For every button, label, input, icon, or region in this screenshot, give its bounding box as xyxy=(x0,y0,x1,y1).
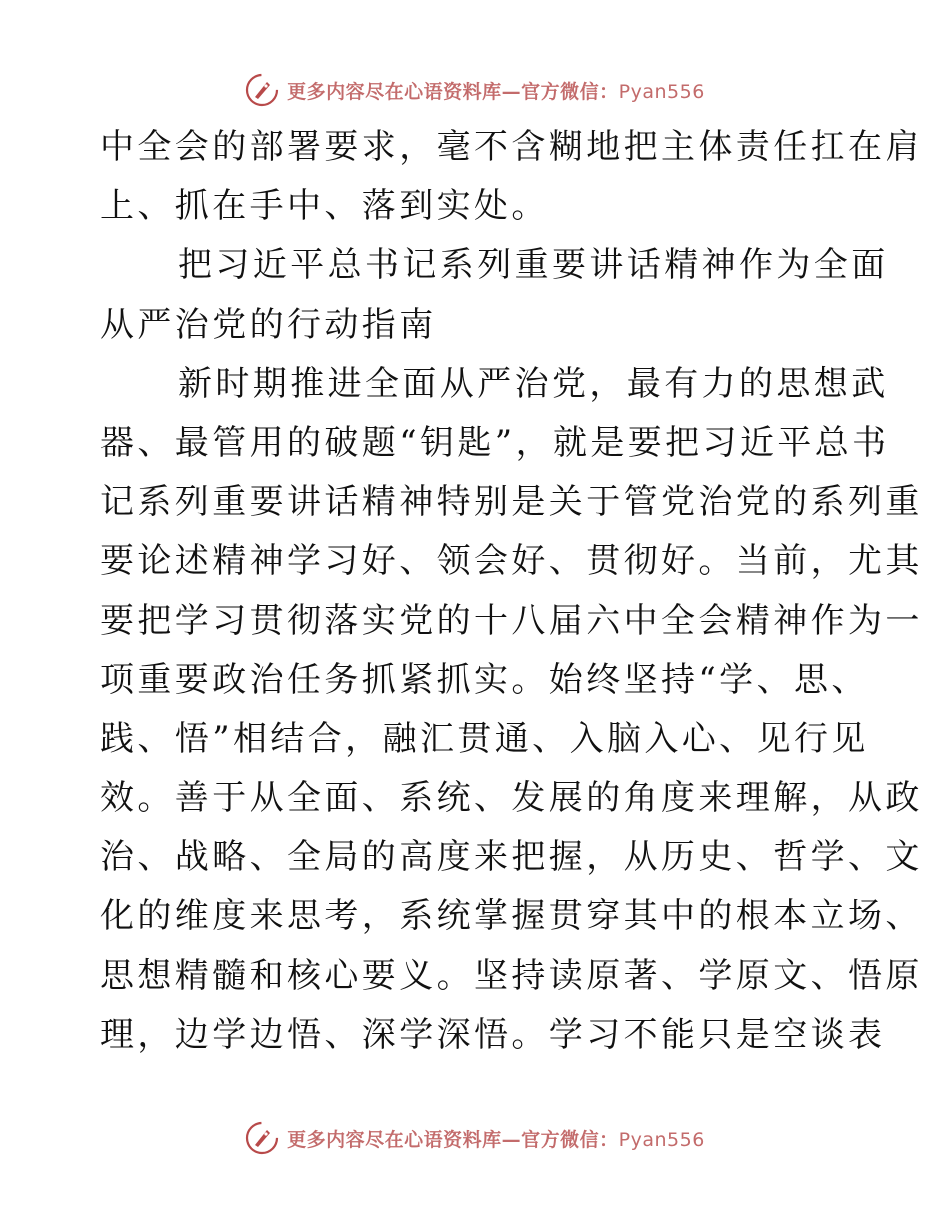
text-line: 记系列重要讲话精神特别是关于管党治党的系列重 xyxy=(100,482,923,523)
text-line: 理，边学边悟、深学深悟。学习不能只是空谈表 xyxy=(100,1014,886,1055)
wechat-id: Pyan556 xyxy=(618,1128,705,1151)
header-watermark xyxy=(0,70,950,110)
section-heading-line: 从严治党的行动指南 xyxy=(100,304,437,345)
text-line: 效。善于从全面、系统、发展的角度来理解，从政 xyxy=(100,778,923,819)
text-line: 要把学习贯彻落实党的十八届六中全会精神作为一 xyxy=(100,600,923,641)
watermark-text: 更多内容尽在心语资料库—官方微信：Pyan556 xyxy=(287,80,705,103)
text-line: 化的维度来思考，系统掌握贯穿其中的根本立场、 xyxy=(100,896,923,937)
text-line: 新时期推进全面从严治党，最有力的思想武 xyxy=(178,363,889,404)
text-line: 上、抓在手中、落到实处。 xyxy=(100,186,549,227)
text-line: 中全会的部署要求，毫不含糊地把主体责任扛在肩 xyxy=(100,127,923,167)
wechat-id: Pyan556 xyxy=(618,80,705,103)
footer-watermark xyxy=(0,1118,950,1158)
text-line: 项重要政治任务抓紧抓实。始终坚持“学、思、 xyxy=(100,659,869,700)
text-line: 要论述精神学习好、领会好、贯彻好。当前，尤其 xyxy=(100,541,923,582)
text-line: 器、最管用的破题“钥匙”，就是要把习近平总书 xyxy=(100,422,890,463)
section-heading-line: 把习近平总书记系列重要讲话精神作为全面 xyxy=(178,245,889,286)
text-line: 治、战略、全局的高度来把握，从历史、哲学、文 xyxy=(100,837,923,878)
watermark-text: 更多内容尽在心语资料库—官方微信：Pyan556 xyxy=(287,1128,705,1151)
text-line: 思想精髓和核心要义。坚持读原著、学原文、悟原 xyxy=(100,955,923,996)
text-line: 践、悟”相结合，融汇贯通、入脑入心、见行见 xyxy=(100,718,869,759)
pen-nib-logo-icon xyxy=(245,73,279,107)
pen-nib-logo-icon xyxy=(245,1121,279,1155)
document-body xyxy=(100,118,923,1065)
